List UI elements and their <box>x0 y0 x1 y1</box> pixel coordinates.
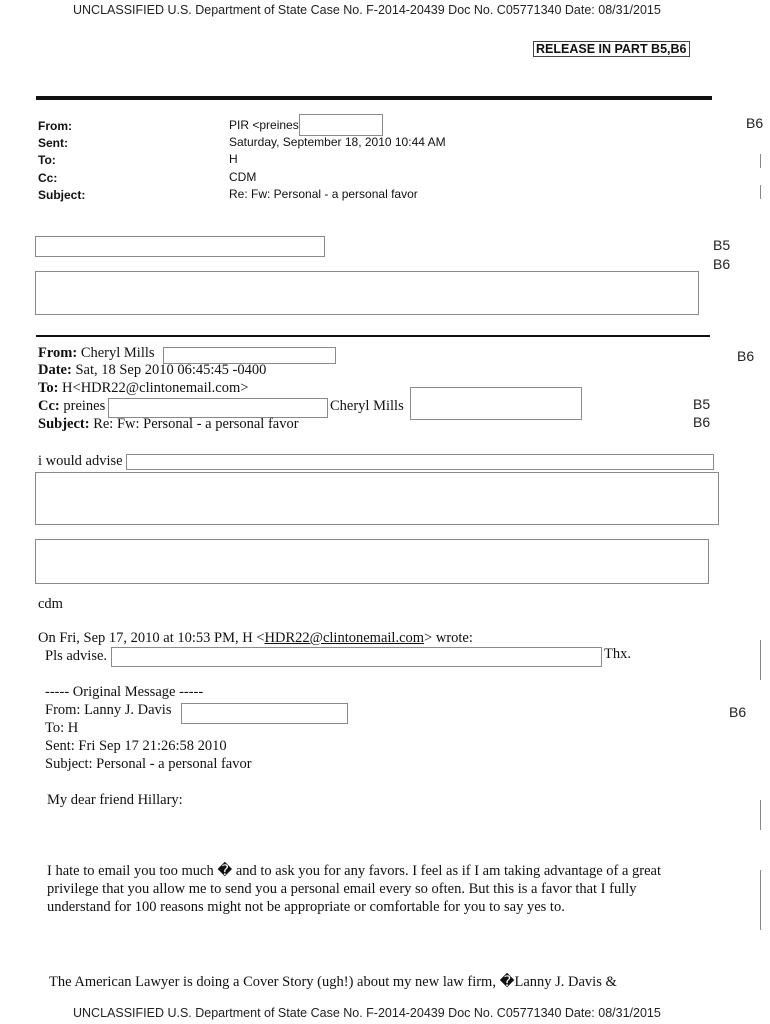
h-email-link[interactable]: HDR22@clintonemail.com <box>264 630 425 646</box>
classification-header: UNCLASSIFIED U.S. Department of State Case No. F-2014-20439 Doc No. C05771340 Date: 08/31/2015 <box>73 3 661 17</box>
exemption-code: B5 <box>713 237 731 253</box>
sent-value: Saturday, September 18, 2010 10:44 AM <box>229 135 446 149</box>
mills-cc-value-2: Cheryl Mills <box>330 398 404 414</box>
h-wrote-prefix: On Fri, Sep 17, 2010 at 10:53 PM, H < <box>38 630 265 646</box>
to-label: To: <box>38 153 56 167</box>
exemption-code: B6 <box>746 115 764 131</box>
original-message-divider: ----- Original Message ----- <box>45 684 204 700</box>
mills-from-value: Cheryl Mills <box>77 345 155 361</box>
subject-value: Re: Fw: Personal - a personal favor <box>229 187 418 201</box>
mills-subject-line <box>38 416 299 433</box>
thx-text: Thx. <box>604 646 631 662</box>
margin-tick <box>760 154 761 168</box>
body-line: I hate to email you too much � and to ask you for any favors. I feel as if I am taking advantage of a great <box>47 863 661 879</box>
h-wrote-suffix: > wrote: <box>424 630 473 646</box>
release-stamp-text: RELEASE IN PART B5,B6 <box>533 41 690 57</box>
mills-subject-label: Subject: <box>38 416 90 432</box>
advise-text: i would advise <box>38 453 123 469</box>
redaction-box <box>410 387 582 420</box>
mills-subject-value: Re: Fw: Personal - a personal favor <box>89 416 299 432</box>
margin-tick <box>760 640 761 680</box>
pls-advise-text: Pls advise. <box>45 648 108 664</box>
margin-tick <box>760 870 761 930</box>
original-from-line: From: Lanny J. Davis <box>45 702 172 718</box>
from-value: PIR <preines <box>229 118 299 132</box>
header-divider <box>36 96 712 100</box>
classification-footer: UNCLASSIFIED U.S. Department of State Case No. F-2014-20439 Doc No. C05771340 Date: 08/31/2015 <box>73 1006 661 1020</box>
email-divider <box>36 335 710 337</box>
redaction-box <box>299 114 383 136</box>
redaction-box <box>181 703 348 724</box>
redaction-box <box>35 539 709 584</box>
h-wrote-line <box>38 630 473 647</box>
redaction-box <box>35 271 699 315</box>
subject-label: Subject: <box>38 188 86 202</box>
original-sent-line: Sent: Fri Sep 17 21:26:58 2010 <box>45 738 227 754</box>
cc-label: Cc: <box>38 171 58 185</box>
margin-tick <box>760 800 761 830</box>
redaction-box <box>111 647 602 667</box>
mills-signoff: cdm <box>38 596 63 612</box>
sent-label: Sent: <box>38 136 68 150</box>
mills-from-line <box>38 345 155 362</box>
exemption-code: B6 <box>693 414 711 430</box>
redaction-box <box>35 236 325 257</box>
to-value: H <box>229 152 238 166</box>
mills-to-line <box>38 380 248 397</box>
original-subject-line: Subject: Personal - a personal favor <box>45 756 252 772</box>
margin-tick <box>760 185 761 199</box>
release-stamp <box>533 40 690 58</box>
mills-date-line <box>38 362 266 379</box>
salutation: My dear friend Hillary: <box>47 792 183 808</box>
body-line: The American Lawyer is doing a Cover Story (ugh!) about my new law firm, �Lanny J. Davis & <box>49 974 617 990</box>
mills-cc-label: Cc: <box>38 398 60 414</box>
cc-value: CDM <box>229 170 257 184</box>
body-line: privilege that you allow me to send you a personal email every so often. But this is a favor that I fully <box>47 881 637 897</box>
mills-cc-value: preines <box>59 398 106 414</box>
body-line: understand for 100 reasons might not be appropriate or comfortable for you to say yes to. <box>47 899 565 915</box>
exemption-code: B6 <box>713 256 731 272</box>
original-to-line: To: H <box>45 720 79 736</box>
mills-from-label: From: <box>38 345 78 361</box>
mills-to-value: H<HDR22@clintonemail.com> <box>58 380 249 396</box>
mills-date-label: Date: <box>38 362 72 378</box>
exemption-code: B6 <box>737 348 755 364</box>
mills-to-label: To: <box>38 380 59 396</box>
mills-date-value: Sat, 18 Sep 2010 06:45:45 -0400 <box>71 362 267 378</box>
mills-cc-line <box>38 398 105 415</box>
exemption-code: B5 <box>693 396 711 412</box>
from-label: From: <box>38 119 72 133</box>
redaction-box <box>126 454 714 470</box>
exemption-code: B6 <box>729 704 747 720</box>
redaction-box <box>35 472 719 525</box>
redaction-box <box>108 398 328 418</box>
